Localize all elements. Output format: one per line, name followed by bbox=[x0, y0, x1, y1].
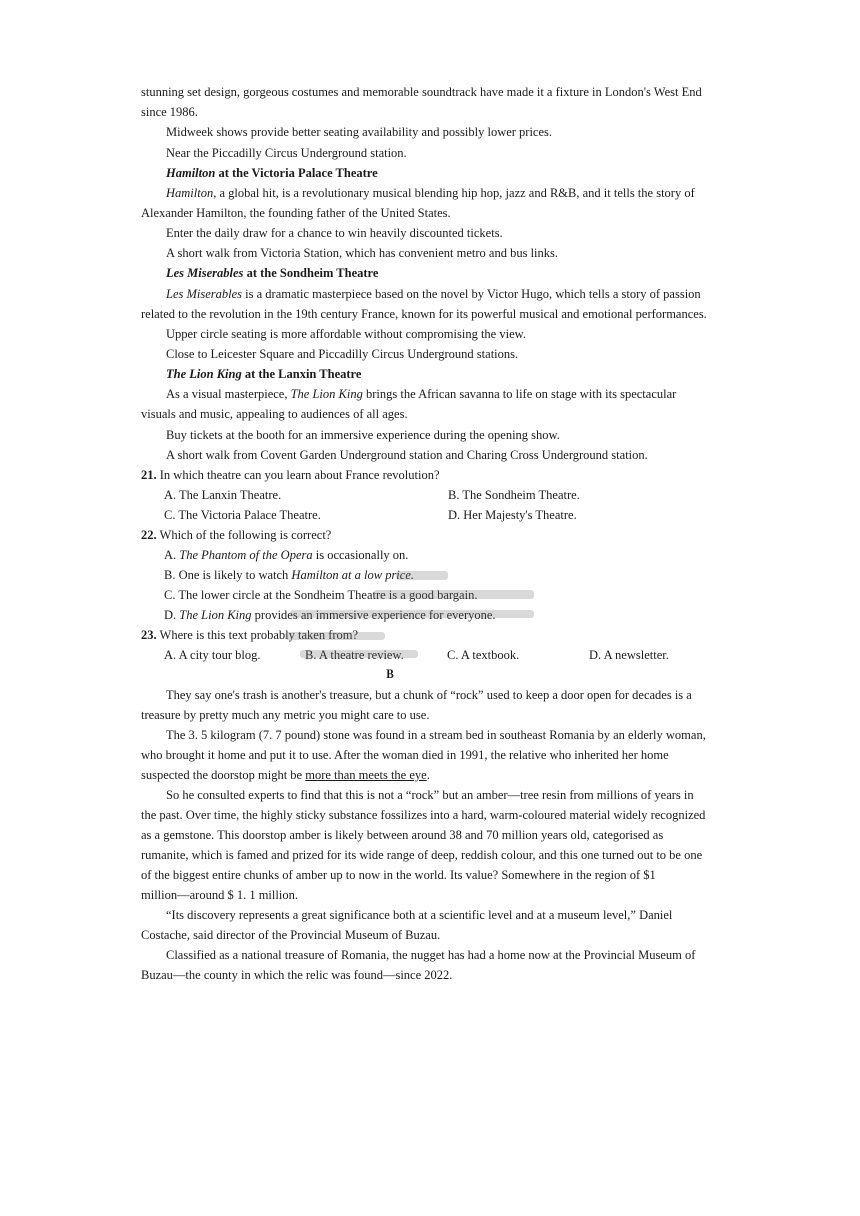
question-23-option-c: C. A textbook. bbox=[447, 648, 520, 662]
lion-king-tip-2: A short walk from Covent Garden Underground station and Charing Cross Underground station. bbox=[166, 448, 648, 462]
question-23-option-b: B. A theatre review. bbox=[305, 648, 404, 662]
intro-line-1: stunning set design, gorgeous costumes and memorable soundtrack have made it a fixture in London's West End bbox=[141, 85, 702, 99]
passage-b-p3-line-3: as a gemstone. This doorstop amber is likely between around 38 and 70 million years old, categorised as bbox=[141, 828, 664, 842]
question-23-option-d: D. A newsletter. bbox=[589, 648, 669, 662]
q22-d-title: The Lion King bbox=[179, 608, 252, 622]
lion-king-heading bbox=[166, 366, 361, 383]
phantom-tip-1: Midweek shows provide better seating availability and possibly lower prices. bbox=[166, 125, 553, 139]
hamilton-desc-line-1 bbox=[166, 185, 695, 202]
passage-b-p4-line-1: “Its discovery represents a great significance both at a scientific level and at a museum level,” Daniel bbox=[166, 908, 673, 922]
passage-b-p3-line-5: of the biggest entire chunks of amber up to now in the world. Its value? Somewhere in the region of $1 bbox=[141, 868, 656, 882]
lion-king-heading-venue: at the Lanxin Theatre bbox=[241, 367, 362, 381]
question-22-number: 22. bbox=[141, 528, 157, 542]
question-21-option-c: C. The Victoria Palace Theatre. bbox=[164, 508, 321, 522]
les-mis-heading bbox=[166, 265, 378, 282]
hamilton-heading-venue: at the Victoria Palace Theatre bbox=[215, 166, 378, 180]
lion-king-desc-title: The Lion King bbox=[290, 387, 363, 401]
hamilton-heading-title: Hamilton bbox=[166, 166, 216, 180]
lion-king-desc-line-2: visuals and music, appealing to audiences of all ages. bbox=[141, 407, 408, 421]
phantom-tip-2: Near the Piccadilly Circus Underground station. bbox=[166, 146, 407, 160]
underlined-phrase: more than meets the eye bbox=[305, 768, 427, 782]
passage-b-p3-line-6: million—around $ 1. 1 million. bbox=[141, 888, 298, 902]
passage-b-p2-line-3 bbox=[141, 767, 430, 784]
lion-king-tip-1: Buy tickets at the booth for an immersive experience during the opening show. bbox=[166, 428, 560, 442]
question-23-option-a: A. A city tour blog. bbox=[164, 648, 261, 662]
marker-smudge bbox=[290, 610, 534, 618]
q22-b-pre: B. One is likely to watch bbox=[164, 568, 292, 582]
question-21-text: In which theatre can you learn about France revolution? bbox=[156, 468, 440, 482]
lion-king-desc-rest: brings the African savanna to life on stage with its spectacular bbox=[362, 387, 677, 401]
q22-a-title: The Phantom of the Opera bbox=[179, 548, 313, 562]
q22-d-pre: D. bbox=[164, 608, 180, 622]
les-mis-tip-2: Close to Leicester Square and Piccadilly Circus Underground stations. bbox=[166, 347, 519, 361]
passage-b-p4-line-2: Costache, said director of the Provincial Museum of Buzau. bbox=[141, 928, 441, 942]
hamilton-desc-line-2: Alexander Hamilton, the founding father of the United States. bbox=[141, 206, 451, 220]
p2-line3-post: . bbox=[426, 768, 430, 782]
question-22-option-b bbox=[164, 567, 414, 584]
passage-b-p2-line-2: who brought it home and put it to use. After the woman died in 1991, the relative who inherited her home bbox=[141, 748, 669, 762]
hamilton-desc-rest: , a global hit, is a revolutionary musical blending hip hop, jazz and R&B, and it tells the story of bbox=[213, 186, 695, 200]
passage-b-p1-line-2: treasure by pretty much any metric you might care to use. bbox=[141, 708, 430, 722]
marker-smudge bbox=[285, 632, 385, 640]
lion-king-heading-title: The Lion King bbox=[166, 367, 242, 381]
les-mis-tip-1: Upper circle seating is more affordable without compromising the view. bbox=[166, 327, 526, 341]
les-mis-desc-line-2: related to the revolution in the 19th century France, known for its powerful musical and emotional performances. bbox=[141, 307, 707, 321]
question-23-number: 23. bbox=[141, 628, 157, 642]
les-mis-heading-venue: at the Sondheim Theatre bbox=[243, 266, 379, 280]
q22-b-title: Hamilton bbox=[291, 568, 339, 582]
hamilton-heading bbox=[166, 165, 378, 182]
q22-b-rest: at a low price. bbox=[338, 568, 414, 582]
hamilton-tip-2: A short walk from Victoria Station, which has convenient metro and bus links. bbox=[166, 246, 559, 260]
question-22-option-a bbox=[164, 547, 408, 564]
les-mis-desc-rest: is a dramatic masterpiece based on the novel by Victor Hugo, which tells a story of passion bbox=[242, 287, 701, 301]
question-22-text: Which of the following is correct? bbox=[156, 528, 332, 542]
les-mis-heading-title: Les Miserables bbox=[166, 266, 244, 280]
intro-line-2: since 1986. bbox=[141, 105, 198, 119]
question-21-option-d: D. Her Majesty's Theatre. bbox=[448, 508, 577, 522]
lion-king-desc-line-1 bbox=[166, 386, 676, 403]
hamilton-desc-title: Hamilton bbox=[166, 186, 214, 200]
passage-b-p1-line-1: They say one's trash is another's treasure, but a chunk of “rock” used to keep a door open for decades is a bbox=[166, 688, 692, 702]
les-mis-desc-line-1 bbox=[166, 286, 701, 303]
p2-line3-pre: suspected the doorstop might be bbox=[141, 768, 306, 782]
question-22-stem bbox=[141, 527, 331, 544]
lion-king-desc-pre: As a visual masterpiece, bbox=[166, 387, 291, 401]
passage-b-p3-line-4: rumanite, which is famed and prized for its wide range of deep, reddish colour, and this one turned out to be one bbox=[141, 848, 703, 862]
question-21-option-b: B. The Sondheim Theatre. bbox=[448, 488, 580, 502]
passage-b-p3-line-1: So he consulted experts to find that this is not a “rock” but an amber—tree resin from millions of years in bbox=[166, 788, 694, 802]
marker-smudge bbox=[374, 590, 534, 599]
q22-a-rest: is occasionally on. bbox=[312, 548, 409, 562]
hamilton-tip-1: Enter the daily draw for a chance to win heavily discounted tickets. bbox=[166, 226, 503, 240]
marker-smudge bbox=[396, 571, 448, 580]
q22-a-pre: A. bbox=[164, 548, 180, 562]
question-23-text: Where is this text probably taken from? bbox=[156, 628, 359, 642]
marker-smudge bbox=[300, 650, 418, 658]
question-21-stem bbox=[141, 467, 440, 484]
passage-b-p5-line-2: Buzau—the county in which the relic was found—since 2022. bbox=[141, 968, 453, 982]
passage-b-p3-line-2: the past. Over time, the highly sticky substance fossilizes into a hard, warm-coloured material widely recognized bbox=[141, 808, 706, 822]
passage-b-p2-line-1: The 3. 5 kilogram (7. 7 pound) stone was found in a stream bed in southeast Romania by an elderly woman, bbox=[166, 728, 706, 742]
q22-d-rest: provides an immersive experience for everyone. bbox=[251, 608, 496, 622]
passage-b-p5-line-1: Classified as a national treasure of Romania, the nugget has had a home now at the Provincial Museum of bbox=[166, 948, 696, 962]
les-mis-desc-title: Les Miserables bbox=[166, 287, 243, 301]
question-22-option-c: C. The lower circle at the Sondheim Theatre is a good bargain. bbox=[164, 588, 478, 602]
passage-b-heading: B bbox=[386, 667, 394, 681]
question-21-number: 21. bbox=[141, 468, 157, 482]
question-21-option-a: A. The Lanxin Theatre. bbox=[164, 488, 282, 502]
